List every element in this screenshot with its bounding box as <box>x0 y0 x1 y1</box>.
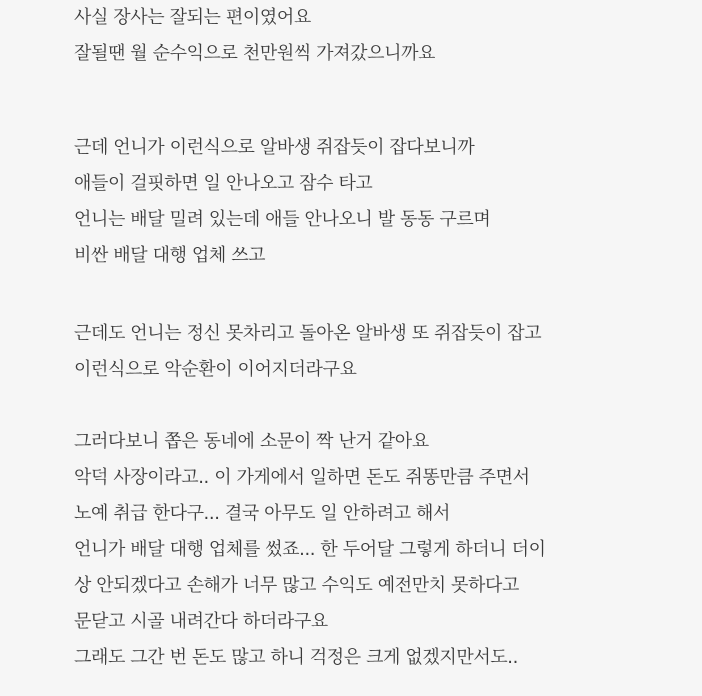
text-line: 상 안되겠다고 손해가 너무 많고 수익도 예전만치 못하다고 <box>74 575 519 596</box>
text-line: 노예 취급 한다구... 결국 아무도 일 안하려고 해서 <box>74 503 450 524</box>
text-line: 사실 장사는 잘되는 편이였어요 <box>74 7 311 28</box>
text-line: 언니가 배달 대행 업체를 썼죠... 한 두어달 그렇게 하더니 더이 <box>74 539 546 560</box>
text-line: 근데 언니가 이런식으로 알바생 쥐잡듯이 잡다보니까 <box>74 137 475 158</box>
text-line: 잘될땐 월 순수익으로 천만원씩 가져갔으니까요 <box>74 43 436 64</box>
paragraph-1 <box>74 0 435 72</box>
paragraph-4 <box>74 424 546 676</box>
text-line: 근데도 언니는 정신 못차리고 돌아온 알바생 또 쥐잡듯이 잡고 <box>74 323 542 344</box>
text-line: 비싼 배달 대행 업체 쓰고 <box>74 245 266 266</box>
text-line: 언니는 배달 밀려 있는데 애들 안나오니 발 동동 구르며 <box>74 209 491 230</box>
text-line: 그래도 그간 번 돈도 많고 하니 걱정은 크게 없겠지만서도.. <box>74 647 518 668</box>
text-line: 이런식으로 악순환이 이어지더라구요 <box>74 359 357 380</box>
text-line: 애들이 걸핏하면 일 안나오고 잠수 타고 <box>74 173 373 194</box>
paragraph-3 <box>74 316 541 388</box>
text-line: 그러다보니 쫍은 동네에 소문이 짝 난거 같아요 <box>74 431 429 452</box>
text-line: 악덕 사장이라고.. 이 가게에서 일하면 돈도 쥐똥만큼 주면서 <box>74 467 530 488</box>
paragraph-2 <box>74 130 490 274</box>
text-line: 문닫고 시골 내려간다 하더라구요 <box>74 611 328 632</box>
